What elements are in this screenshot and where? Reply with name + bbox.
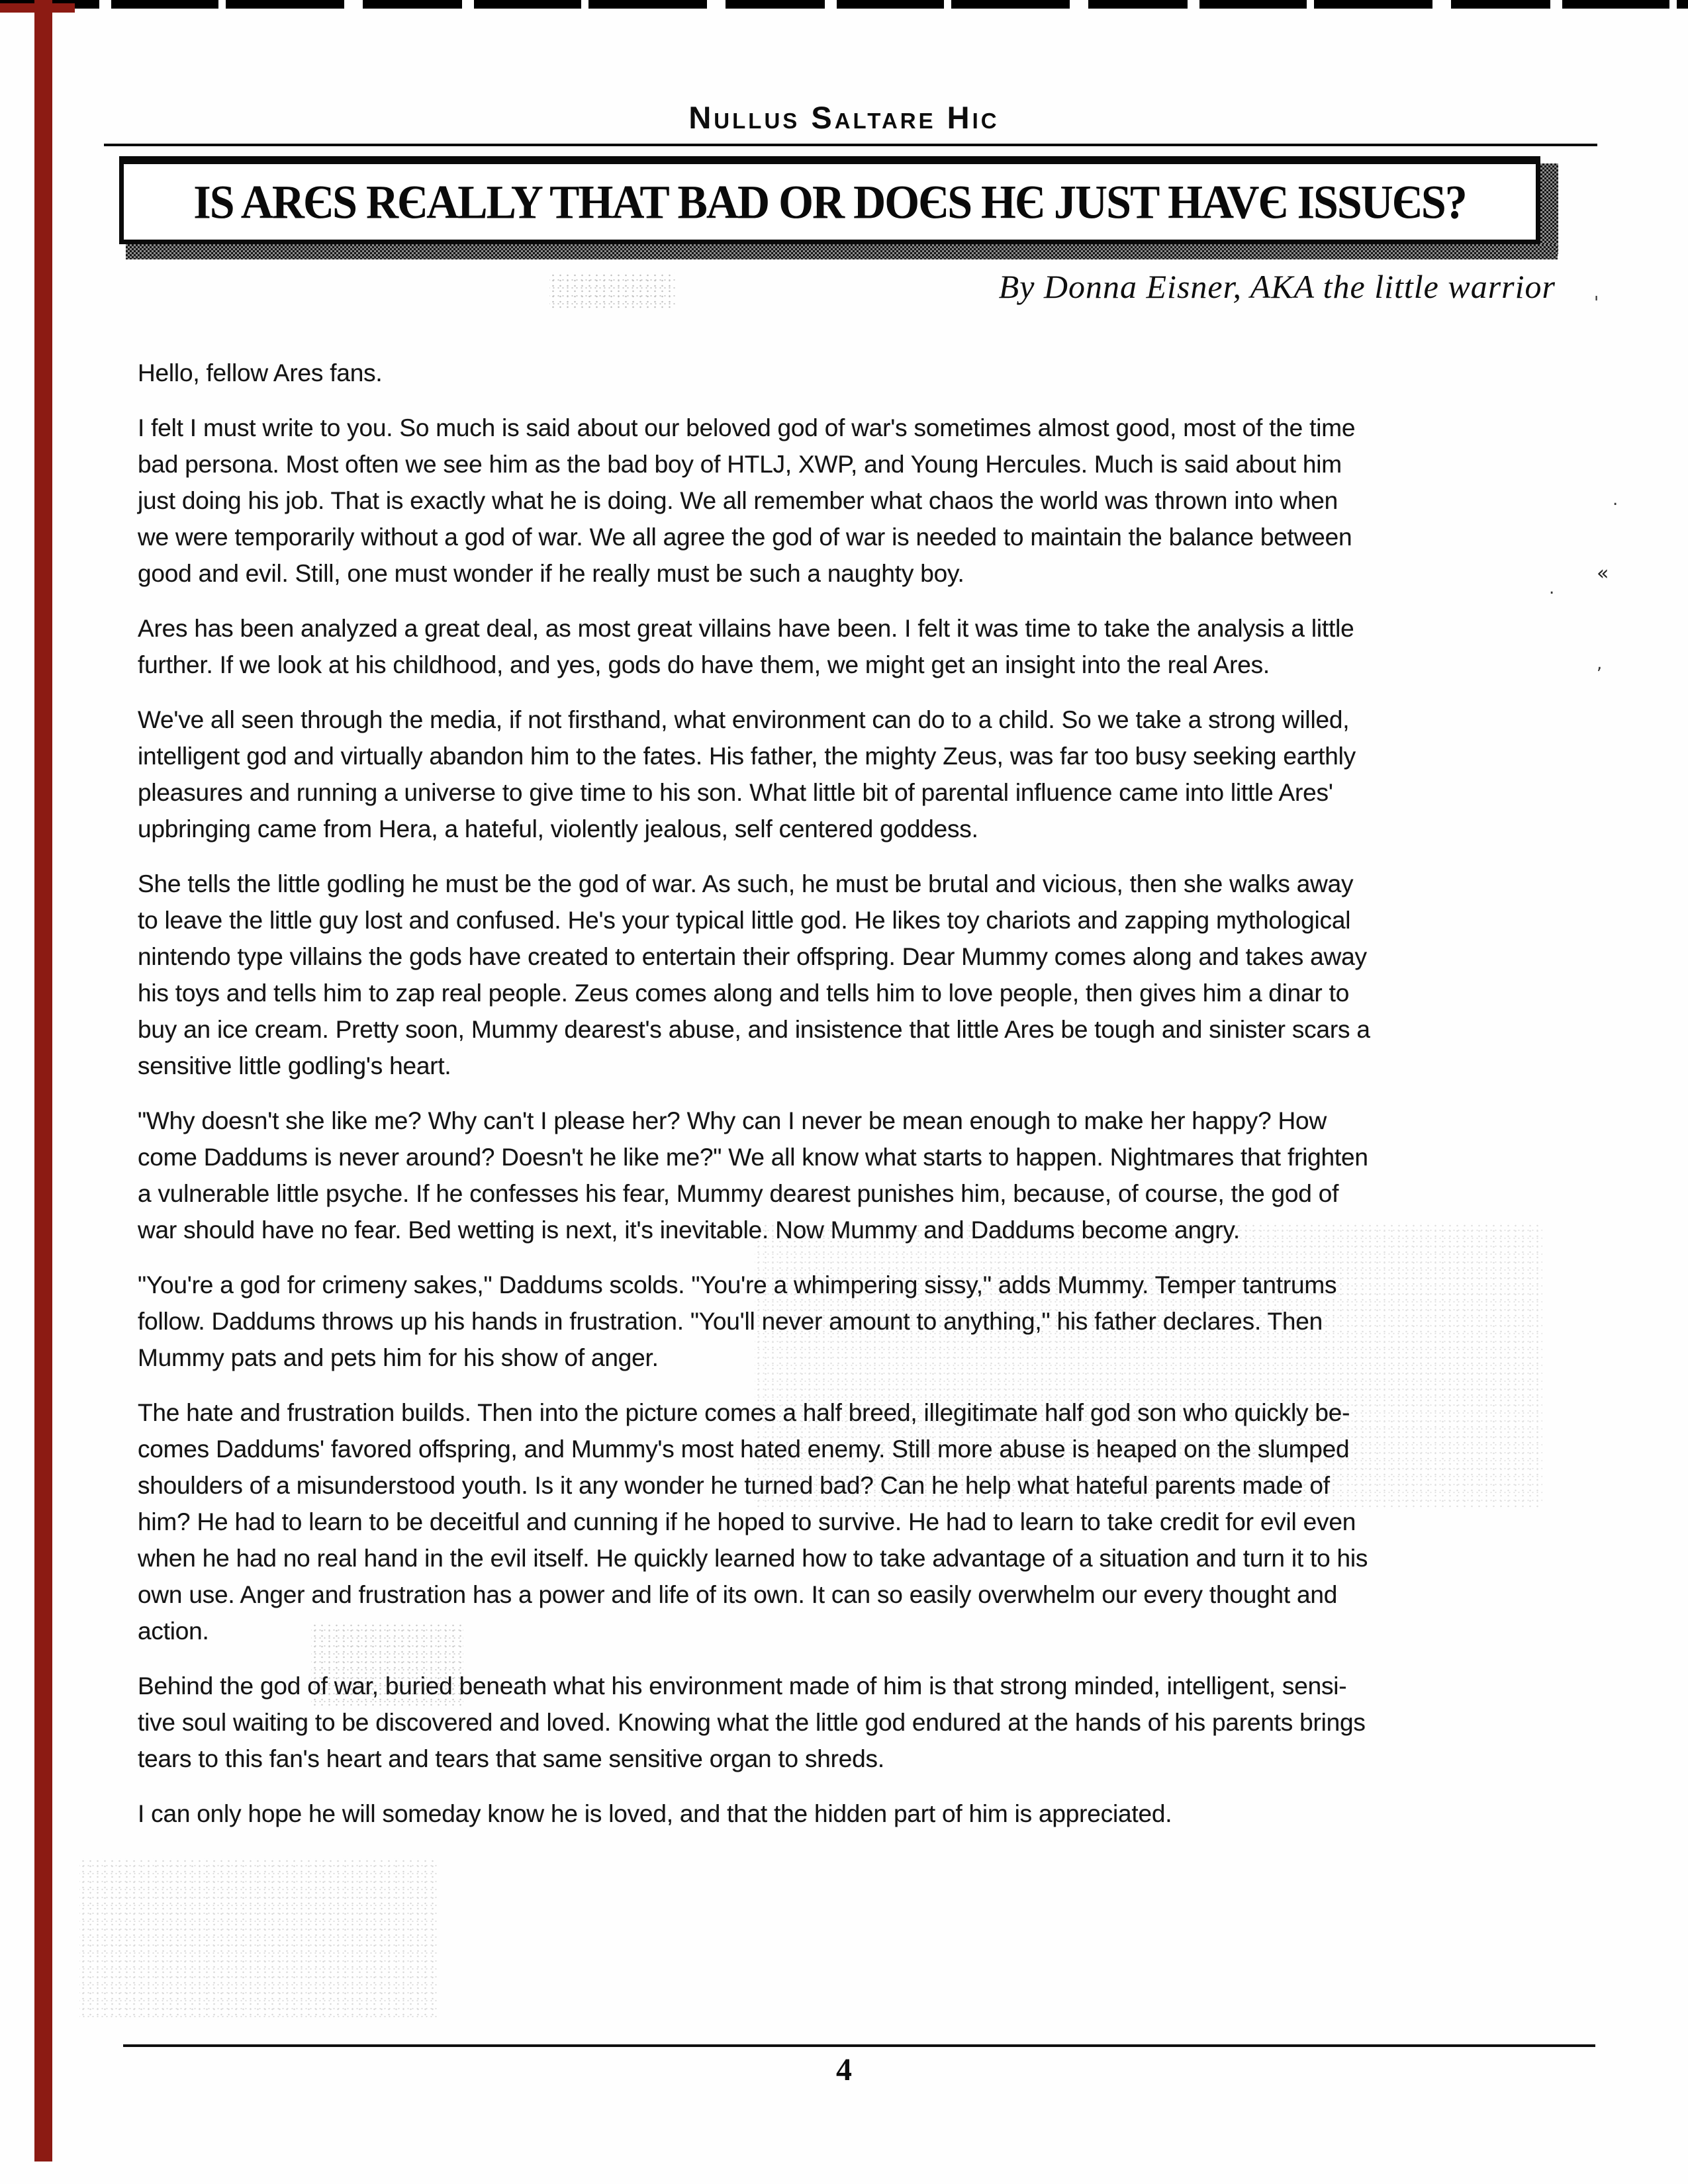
text-line: tive soul waiting to be discovered and loved. Knowing what the little god endured at the hands of his parents brings: [138, 1709, 1366, 1736]
title-underline-band: [126, 244, 1558, 259]
text-line: pleasures and running a universe to give time to his son. What little bit of parental influence came into little Ares': [138, 779, 1333, 806]
paragraph: [138, 1267, 1542, 1376]
text-line: Hello, fellow Ares fans.: [138, 359, 383, 387]
paragraph: [138, 1394, 1542, 1649]
text-line: shoulders of a misunderstood youth. Is it any wonder he turned bad? Can he help what hateful parents made of: [138, 1472, 1330, 1499]
page-number: 4: [836, 2052, 852, 2087]
header-divider-rule: [104, 144, 1597, 146]
scan-artifact: «: [1597, 562, 1609, 585]
text-line: She tells the little godling he must be the god of war. As such, he must be brutal and vicious, then she walks away: [138, 870, 1354, 897]
footer-divider-rule: [123, 2044, 1595, 2047]
text-line: war should have no fear. Bed wetting is next, it's inevitable. Now Mummy and Daddums become angry.: [138, 1216, 1240, 1244]
text-line: bad persona. Most often we see him as the bad boy of HTLJ, XWP, and Young Hercules. Much is said about him: [138, 451, 1342, 478]
text-line: I felt I must write to you. So much is said about our beloved god of war's sometimes almost good, most of the time: [138, 414, 1356, 441]
red-margin-line: [34, 0, 52, 2161]
scan-artifact: .: [1549, 578, 1555, 598]
article-title: IS ARЄS RЄALLY THAT BAD OR DOЄS HЄ JUST HAVЄ ISSUЄS?: [193, 175, 1466, 228]
text-line: when he had no real hand in the evil itself. He quickly learned how to take advantage of a situation and turn it to his: [138, 1545, 1368, 1572]
text-line: own use. Anger and frustration has a power and life of its own. It can so easily overwhelm our every thought and: [138, 1581, 1338, 1608]
paragraph: [138, 702, 1542, 847]
text-line: sensitive little godling's heart.: [138, 1052, 451, 1079]
text-line: "You're a god for crimeny sakes," Daddums scolds. "You're a whimpering sissy," adds Mummy. Temper tantrums: [138, 1271, 1337, 1298]
text-line: come Daddums is never around? Doesn't he like me?" We all know what starts to happen. Nightmares that frighten: [138, 1144, 1368, 1171]
text-line: intelligent god and virtually abandon him to the fates. His father, the mighty Zeus, was far too busy seeking earthly: [138, 743, 1356, 770]
text-line: we were temporarily without a god of war. We all agree the god of war is needed to maintain the balance between: [138, 523, 1352, 551]
text-line: Ares has been analyzed a great deal, as most great villains have been. I felt it was time to take the analysis a little: [138, 615, 1354, 642]
byline: By Donna Eisner, AKA the little warrior: [998, 268, 1556, 305]
text-line: "Why doesn't she like me? Why can't I please her? Why can I never be mean enough to make her happy? How: [138, 1107, 1327, 1134]
red-margin-line-top-dash: [0, 3, 75, 13]
text-line: a vulnerable little psyche. If he confesses his fear, Mummy dearest punishes him, because, of course, the god of: [138, 1180, 1339, 1207]
text-line: him? He had to learn to be deceitful and cunning if he hoped to survive. He had to learn to take credit for evil even: [138, 1508, 1356, 1535]
text-line: I can only hope he will someday know he is loved, and that the hidden part of him is appreciated.: [138, 1800, 1172, 1827]
text-line: follow. Daddums throws up his hands in frustration. "You'll never amount to anything," his father declares. Then: [138, 1308, 1323, 1335]
title-box-shadow: [1540, 163, 1558, 254]
text-line: upbringing came from Hera, a hateful, violently jealous, self centered goddess.: [138, 815, 978, 842]
text-line: just doing his job. That is exactly what he is doing. We all remember what chaos the world was thrown into when: [138, 487, 1338, 514]
paragraph: [138, 1668, 1542, 1777]
text-line: action.: [138, 1617, 209, 1645]
paragraph: [138, 866, 1542, 1084]
scan-artifact: ,: [1597, 654, 1603, 674]
text-line: good and evil. Still, one must wonder if he really must be such a naughty boy.: [138, 560, 964, 587]
paragraph: [138, 1103, 1542, 1248]
text-line: We've all seen through the media, if not firsthand, what environment can do to a child. So we take a strong willed,: [138, 706, 1350, 733]
text-line: The hate and frustration builds. Then into the picture comes a half breed, illegitimate half god son who quickly be-: [138, 1399, 1350, 1426]
scan-artifact: .: [1613, 490, 1618, 510]
text-line: comes Daddums' favored offspring, and Mummy's most hated enemy. Still more abuse is heaped on the slumped: [138, 1435, 1350, 1463]
text-line: Behind the god of war, buried beneath what his environment made of him is that strong minded, intelligent, sensi-: [138, 1672, 1347, 1700]
text-line: his toys and tells him to zap real people. Zeus comes along and tells him to love people, then gives him a dinar to: [138, 979, 1350, 1007]
text-line: tears to this fan's heart and tears that same sensitive organ to shreds.: [138, 1745, 884, 1772]
masthead-title: Nullus Saltare Hic: [688, 100, 1000, 135]
article-body: [138, 355, 1542, 1850]
article-title-box: [119, 156, 1540, 244]
paragraph: [138, 610, 1542, 683]
text-line: Mummy pats and pets him for his show of anger.: [138, 1344, 659, 1371]
paragraph: [138, 355, 1542, 391]
scan-top-edge-bar: [0, 0, 1688, 9]
text-line: to leave the little guy lost and confused. He's your typical little god. He likes toy chariots and zapping mythological: [138, 907, 1351, 934]
text-line: nintendo type villains the gods have created to entertain their offspring. Dear Mummy comes along and takes away: [138, 943, 1367, 970]
paragraph: [138, 410, 1542, 592]
paragraph: [138, 1796, 1542, 1832]
scan-artifact: ': [1594, 293, 1599, 313]
text-line: further. If we look at his childhood, and yes, gods do have them, we might get an insight into the real Ares.: [138, 651, 1270, 678]
text-line: buy an ice cream. Pretty soon, Mummy dearest's abuse, and insistence that little Ares be tough and sinister scars a: [138, 1016, 1370, 1043]
scan-noise: [79, 1858, 437, 2017]
